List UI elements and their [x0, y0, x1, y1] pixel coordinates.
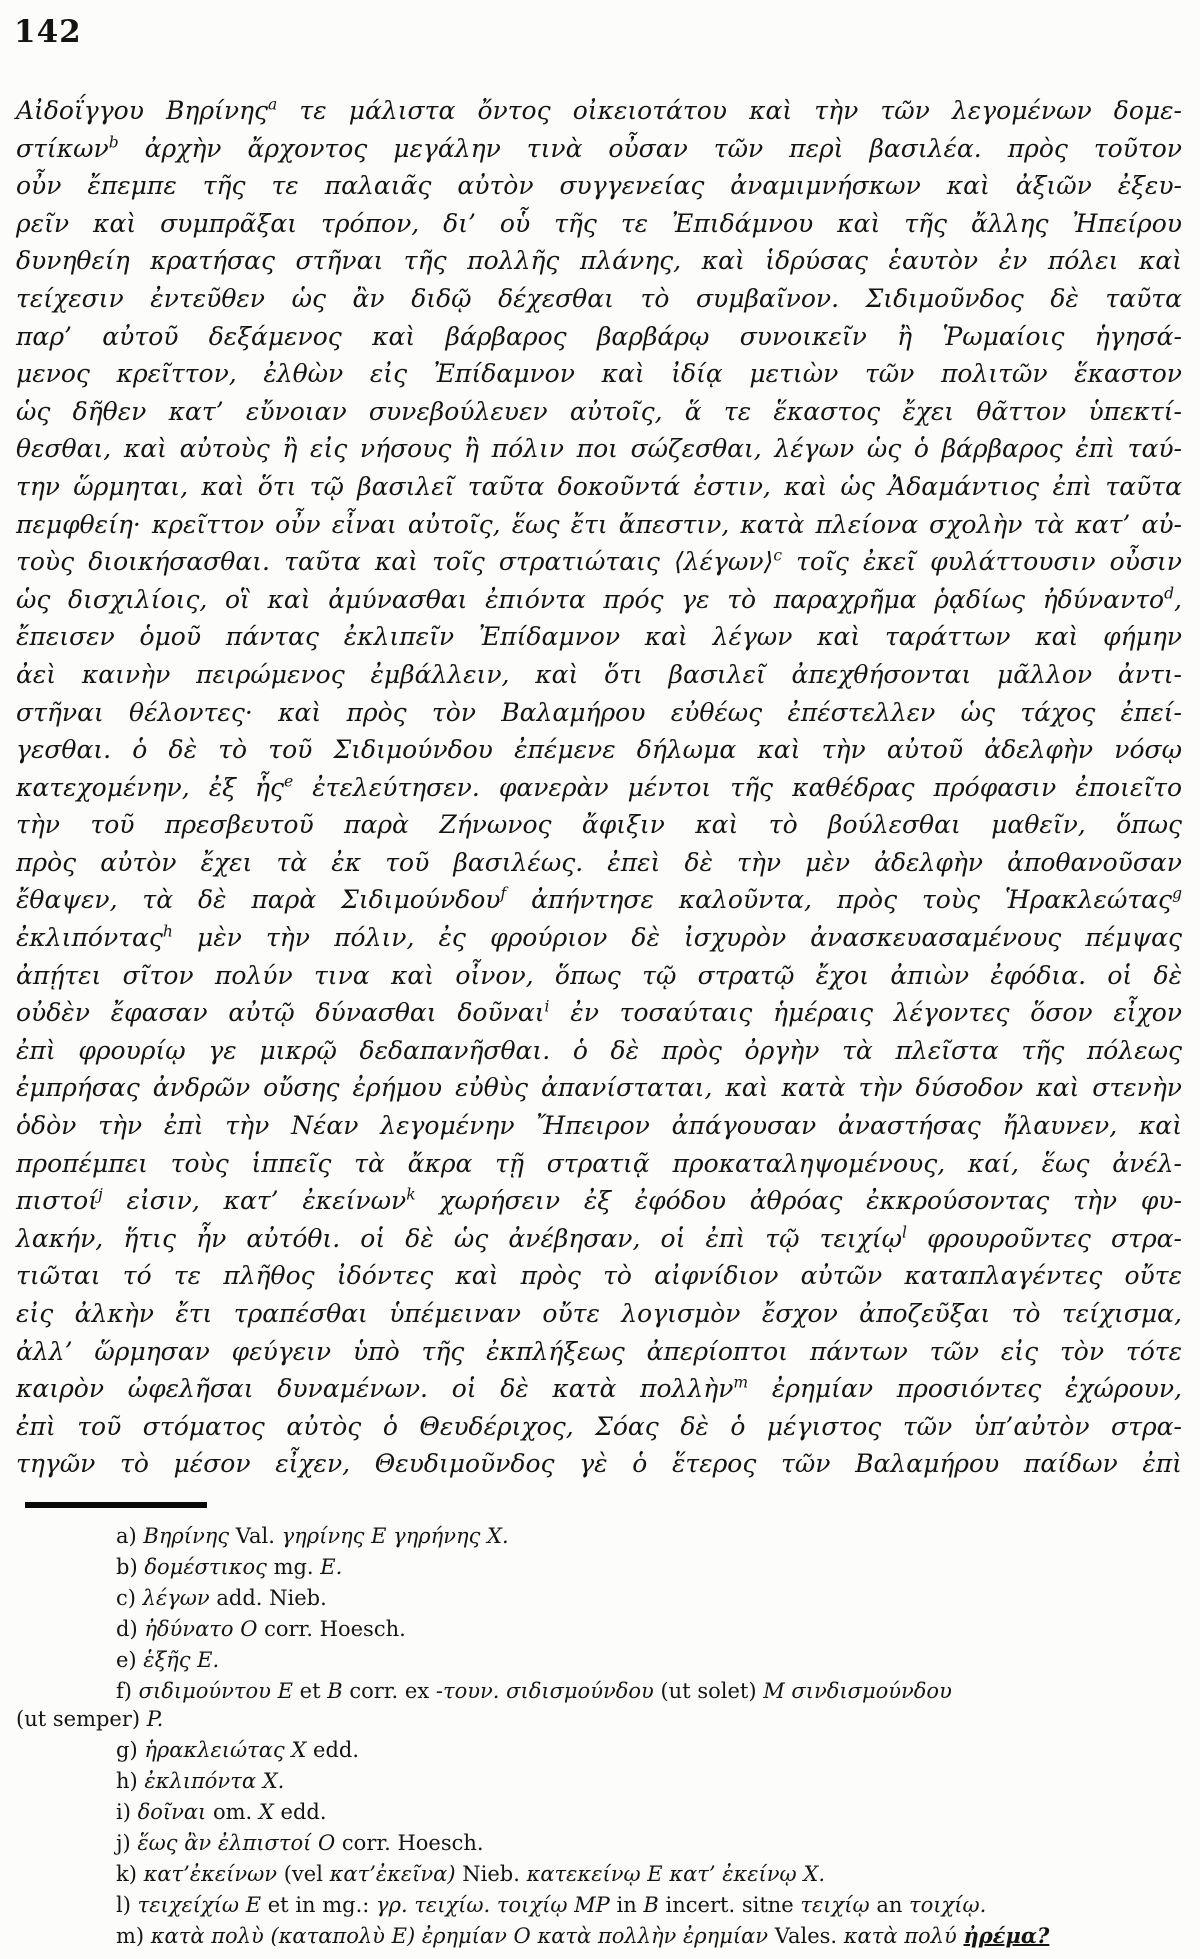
- text-line: τείχεσιν ἐντεῦθεν ὡς ἂν διδῷ δέχεσθαι τὸ συμβαῖνον. Σιδιμοῦνδος δὲ ταῦτα: [16, 283, 1182, 313]
- text-line: πρὸς αὐτὸν ἔχει τὰ ἐκ τοῦ βασιλέως. ἐπεὶ δὲ τὴν μὲν ἀδελφὴν ἀποθανοῦσαν: [16, 847, 1182, 877]
- text-line: ὡς δισχιλίοις, οἳ καὶ ἀμύνασθαι ἐπιόντα πρός γε τὸ παραχρῆμα ῥᾳδίως ἠδύναντο$^d$,: [16, 584, 1182, 614]
- latin-editorial-text: semper): [52, 1707, 141, 1731]
- latin-editorial-text: et: [267, 1893, 289, 1917]
- latin-editorial-text: (ut: [660, 1679, 691, 1703]
- latin-editorial-text: Val.: [235, 1524, 275, 1548]
- note-ref-e: e: [283, 772, 294, 791]
- text-line: ὁδὸν τὴν ἐπὶ τὴν Νέαν λεγομένην Ἤπειρον ἀπάγουσαν ἀναστήσας ἤλαυνεν, καὶ: [16, 1111, 1182, 1141]
- latin-editorial-text: corr.: [341, 1831, 391, 1855]
- text-line: κατεχομένην, ἐξ ἧς$^e$ ἐτελεύτησεν. φανερὰν μέντοι τῆς καθέδρας πρόφασιν ἐποιεῖτο: [16, 772, 1183, 802]
- text-line: εἰς ἀλκὴν ἔτι τραπέσθαι ὑπέμειναν οὔτε λογισμὸν ἔσχον ἀποζεῦξαι τὸ τείχισμα,: [16, 1299, 1182, 1328]
- latin-editorial-text: (ut: [16, 1707, 47, 1731]
- text-line: στῆναι θέλοντες· καὶ πρὸς τὸν Βαλαμήρου εὐθέως ἐπέστελλεν ὡς τάχος ἐπεί-: [16, 697, 1182, 727]
- footnote-line: m) κατὰ πολὺ (καταπολὺ E) ἐρημίαν O κατὰ πολλὴν ἐρημίαν Vales. κατὰ πολύ ἠρέμα?: [116, 1923, 1050, 1948]
- footnote-line: d) ἠδύνατο O corr. Hoesch.: [116, 1617, 406, 1641]
- footnote-label: m): [116, 1924, 151, 1948]
- latin-editorial-text: incert.: [665, 1893, 736, 1917]
- text-line: ἀπῄτει σῖτον πολύν τινα καὶ οἶνον, ὅπως τῷ στρατῷ ἔχοι ἀπιὼν ἐφόδια. οἱ δὲ: [16, 960, 1182, 990]
- latin-editorial-text: mg.:: [322, 1893, 370, 1917]
- text-line: τὴν τοῦ πρεσβευτοῦ παρὰ Ζήνωνος ἄφιξιν καὶ τὸ βούλεσθαι μαθεῖν, ὅπως: [16, 810, 1182, 840]
- text-line: γεσθαι. ὁ δὲ τὸ τοῦ Σιδιμούνδου ἐπέμενε δήλωμα καὶ τὴν αὐτοῦ ἀδελφὴν νόσῳ: [16, 735, 1182, 765]
- footnote-e: [16, 1646, 1184, 1674]
- latin-editorial-text: sitne: [741, 1893, 794, 1917]
- latin-editorial-text: corr.: [349, 1679, 399, 1703]
- footnote-label: i): [116, 1800, 138, 1824]
- latin-editorial-text: in: [295, 1893, 316, 1917]
- latin-editorial-text: edd.: [280, 1800, 327, 1824]
- text-line: θεσθαι, καὶ αὐτοὺς ἢ εἰς νήσους ἢ πόλιν ποι σώζεσθαι, λέγων ὡς ὁ βάρβαρος ἐπὶ ταύ-: [16, 434, 1182, 464]
- latin-editorial-text: ex: [404, 1679, 430, 1703]
- text-line: ἐπὶ τοῦ στόματος αὐτὸς ὁ Θευδέριχος, Σόας δὲ ὁ μέγιστος τῶν ὑπ’αὐτὸν στρα-: [16, 1411, 1182, 1441]
- footnote-line: h) ἐκλιπόντα X.: [116, 1769, 285, 1793]
- latin-editorial-text: corr.: [264, 1617, 313, 1641]
- text-line: ἐμπρήσας ἀνδρῶν οὔσης ἐρήμου εὐθὺς ἀπανίσταται, καὶ κατὰ τὴν δύσοδον καὶ στενὴν: [16, 1073, 1182, 1103]
- apparatus-criticus: [16, 1522, 1184, 1953]
- note-ref-c: c: [773, 546, 783, 565]
- text-line: ἀεὶ καινὴν πειρώμενος ἐμβάλλειν, καὶ ὅτι βασιλεῖ ἀπεχθήσονται μᾶλλον ἀντι-: [16, 659, 1182, 689]
- text-line: ἔθαψεν, τὰ δὲ παρὰ Σιδιμούνδου$^f$ ἀπήντησε καλοῦντα, πρὸς τοὺς Ἡρακλεώτας$^g$: [16, 885, 1183, 915]
- footnote-k: [16, 1860, 1184, 1888]
- footnote-label: k): [116, 1862, 144, 1886]
- latin-editorial-text: edd.: [313, 1738, 360, 1762]
- greek-text-block: [16, 92, 1182, 1483]
- footnote-l: [16, 1891, 1184, 1919]
- note-ref-i: i: [544, 997, 550, 1016]
- page-number: 142: [14, 14, 82, 50]
- note-ref-l: l: [902, 1223, 907, 1242]
- latin-editorial-text: Nieb.: [462, 1862, 520, 1886]
- text-line: προπέμπει τοὺς ἱππεῖς τὰ ἄκρα τῇ στρατιᾷ προκαταληψομένους, καί, ἕως ἀνέλ-: [16, 1148, 1182, 1178]
- footnote-label: a): [116, 1524, 144, 1548]
- footnote-separator-rule: [25, 1502, 207, 1508]
- footnote-line: (ut semper) P.: [16, 1707, 164, 1731]
- latin-editorial-text: Vales.: [774, 1924, 838, 1948]
- footnote-d: [16, 1615, 1184, 1643]
- text-line: λακήν, ἥτις ἦν αὐτόθι. οἱ δὲ ὡς ἀνέβησαν, οἱ ἐπὶ τῷ τειχίῳ$^l$ φρουροῦντες στρα-: [16, 1223, 1182, 1253]
- text-line: δυνηθείη κρατήσας στῆναι τῆς πολλῆς πλάνης, καὶ ἱδρύσας ἑαυτὸν ἐν πόλει καὶ: [16, 246, 1182, 276]
- footnote-label: g): [116, 1738, 145, 1762]
- note-ref-m: m: [733, 1373, 749, 1392]
- footnote-line: g) ἡρακλειώτας X edd.: [116, 1738, 360, 1762]
- footnote-label: l): [116, 1893, 138, 1917]
- text-line: ὡς δῆθεν κατ’ εὔνοιαν συνεβούλευεν αὐτοῖς, ἅ τε ἕκαστος ἔχει θᾶττον ὑπεκτί-: [16, 396, 1182, 426]
- text-line: πεμφθείη· κρεῖττον οὖν εἶναι αὐτοῖς, ἕως ἔτι ἄπεστιν, κατὰ πλείονα σχολὴν τὰ κατ’ αὐ-: [16, 509, 1182, 539]
- text-line: οὐδὲν ἔφασαν αὐτῷ δύνασθαι δοῦναι$^i$ ἐν τοσαύταις ἡμέραις λέγοντες ὅσον εἶχον: [16, 997, 1182, 1028]
- text-line: ρεῖν καὶ συμπρᾶξαι τρόπον, δι’ οὗ τῆς τε Ἐπιδάμνου καὶ τῆς ἄλλης Ἠπείρου: [16, 208, 1182, 238]
- latin-editorial-text: et: [299, 1679, 321, 1703]
- text-line: μενος κρεῖττον, ἐλθὼν εἰς Ἐπίδαμνον καὶ ἰδίᾳ μετιὼν τῶν πολιτῶν ἕκαστον: [16, 359, 1182, 389]
- note-ref-h: h: [162, 922, 173, 941]
- note-ref-k: k: [406, 1185, 416, 1204]
- footnote-label: e): [116, 1648, 144, 1672]
- footnote-f: [16, 1677, 1184, 1733]
- footnote-i: [16, 1798, 1184, 1826]
- latin-editorial-text: (vel: [283, 1862, 323, 1886]
- footnote-j: [16, 1829, 1184, 1857]
- footnote-label: d): [116, 1617, 145, 1641]
- text-line: ἐκλιπόντας$^h$ μὲν τὴν πόλιν, ἐς φρούριον δὲ ἰσχυρὸν ἀνασκευασαμένους πέμψας: [16, 922, 1182, 953]
- footnote-label: j): [116, 1831, 138, 1855]
- text-line: Αἰδοΐγγου Βηρίνης$^a$ τε μάλιστα ὄντος οἰκειοτάτου καὶ τὴν τῶν λεγομένων δομε-: [16, 95, 1182, 125]
- note-ref-a: a: [268, 95, 278, 114]
- text-line: πιστοί$^j$ εἰσιν, κατ’ ἐκείνων$^k$ χωρήσειν ἐξ ἐφόδου ἀθρόας ἐκκρούσοντας τὴν φυ-: [16, 1185, 1182, 1216]
- note-ref-b: b: [108, 133, 119, 152]
- footnote-line: l) τειχείχίω E et in mg.: γρ. τειχίω. τοιχίῳ MP in B incert. sitne τειχίῳ an τοιχίῳ.: [116, 1893, 987, 1917]
- footnote-line: e) ἑξῆς E.: [116, 1648, 220, 1672]
- note-ref-j: j: [97, 1185, 103, 1204]
- footnote-line: i) δοῖναι om. X edd.: [116, 1800, 327, 1824]
- footnote-line: b) δομέστικος mg. E.: [116, 1555, 343, 1579]
- footnote-line: k) κατ’ἐκείνων (vel κατ’ἐκεῖνα) Nieb. κατεκείνῳ E κατ’ ἐκείνῳ X.: [116, 1862, 826, 1886]
- underlined-conjecture: ἠρέμα?: [963, 1923, 1050, 1948]
- footnote-b: [16, 1553, 1184, 1581]
- footnote-m: [16, 1922, 1184, 1950]
- note-ref-g: g: [1172, 885, 1183, 904]
- footnote-line: j) ἕως ἂν ἐλπιστοί O corr. Hoesch.: [116, 1831, 484, 1855]
- latin-editorial-text: in: [616, 1893, 637, 1917]
- latin-editorial-text: solet): [697, 1679, 757, 1703]
- footnote-label: c): [116, 1586, 143, 1610]
- text-line: στίκων$^b$ ἀρχὴν ἄρχοντος μεγάλην τινὰ οὖσαν τῶν περὶ βασιλέα. πρὸς τοῦτον: [16, 133, 1182, 163]
- footnote-line: c) λέγων add. Nieb.: [116, 1586, 327, 1610]
- latin-editorial-text: Nieb.: [269, 1586, 327, 1610]
- latin-editorial-text: mg.: [273, 1555, 314, 1579]
- footnote-g: [16, 1736, 1184, 1764]
- text-line: παρ’ αὐτοῦ δεξάμενος καὶ βάρβαρος βαρβάρῳ συνοικεῖν ἢ Ῥωμαίοις ἡγησά-: [16, 321, 1182, 351]
- footnote-c: [16, 1584, 1184, 1612]
- footnote-label: b): [116, 1555, 145, 1579]
- footnote-label: h): [116, 1769, 145, 1793]
- text-line: οὖν ἔπεμπε τῆς τε παλαιᾶς αὐτὸν συγγενείας ἀναμιμνήσκων καὶ ἀξιῶν ἐξευ-: [16, 171, 1182, 201]
- footnote-line: a) Βηρίνης Val. γηρίνης E γηρήνης X.: [116, 1524, 509, 1548]
- footnote-h: [16, 1767, 1184, 1795]
- footnote-a: [16, 1522, 1184, 1550]
- note-ref-d: d: [1164, 584, 1175, 603]
- note-ref-f: f: [500, 885, 507, 904]
- latin-editorial-text: om.: [212, 1800, 253, 1824]
- latin-editorial-text: Hoesch.: [397, 1831, 484, 1855]
- text-line: ἔπεισεν ὁμοῦ πάντας ἐκλιπεῖν Ἐπίδαμνον καὶ λέγων καὶ ταράττων καὶ φήμην: [16, 622, 1182, 652]
- footnote-label: f): [116, 1679, 139, 1703]
- latin-editorial-text: Hoesch.: [319, 1617, 406, 1641]
- text-line: τοὺς διοικήσασθαι. ταῦτα καὶ τοῖς στρατιώταις ⟨λέγων⟩$^c$ τοῖς ἐκεῖ φυλάττουσιν οὖσιν: [16, 546, 1182, 577]
- latin-editorial-text: an: [876, 1893, 903, 1917]
- text-line: ἀλλ’ ὥρμησαν φεύγειν ὑπὸ τῆς ἐκπλήξεως ἀπερίοπτοι πάντων τῶν εἰς τὸν τότε: [16, 1336, 1182, 1366]
- footnote-line: f) σιδιμούντου E et B corr. ex -τουν. σιδισμούνδου (ut solet) M σινδισμούνδου: [116, 1679, 952, 1703]
- text-line: ἐπὶ φρουρίῳ γε μικρῷ δεδαπανῆσθαι. ὁ δὲ πρὸς ὀργὴν τὰ πλεῖστα τῆς πόλεως: [16, 1035, 1182, 1065]
- text-line: τηγῶν τὸ μέσον εἶχεν, Θευδιμοῦνδος γὲ ὁ ἕτερος τῶν Βαλαμήρου παίδων ἐπὶ: [16, 1449, 1182, 1479]
- latin-editorial-text: add.: [216, 1586, 263, 1610]
- text-line: την ὥρμηται, καὶ ὅτι τῷ βασιλεῖ ταῦτα δοκοῦντά ἐστιν, καὶ ὡς Ἀδαμάντιος ἐπὶ ταῦτα: [16, 471, 1182, 501]
- text-line: τιῶται τό τε πλῆθος ἰδόντες καὶ πρὸς τὸ αἰφνίδιον αὐτῶν καταπλαγέντες οὔτε: [16, 1261, 1182, 1291]
- text-line: καιρὸν ὠφελῆσαι δυναμένων. οἱ δὲ κατὰ πολλὴν$^m$ ἐρημίαν προσιόντες ἐχώρουν,: [16, 1373, 1182, 1404]
